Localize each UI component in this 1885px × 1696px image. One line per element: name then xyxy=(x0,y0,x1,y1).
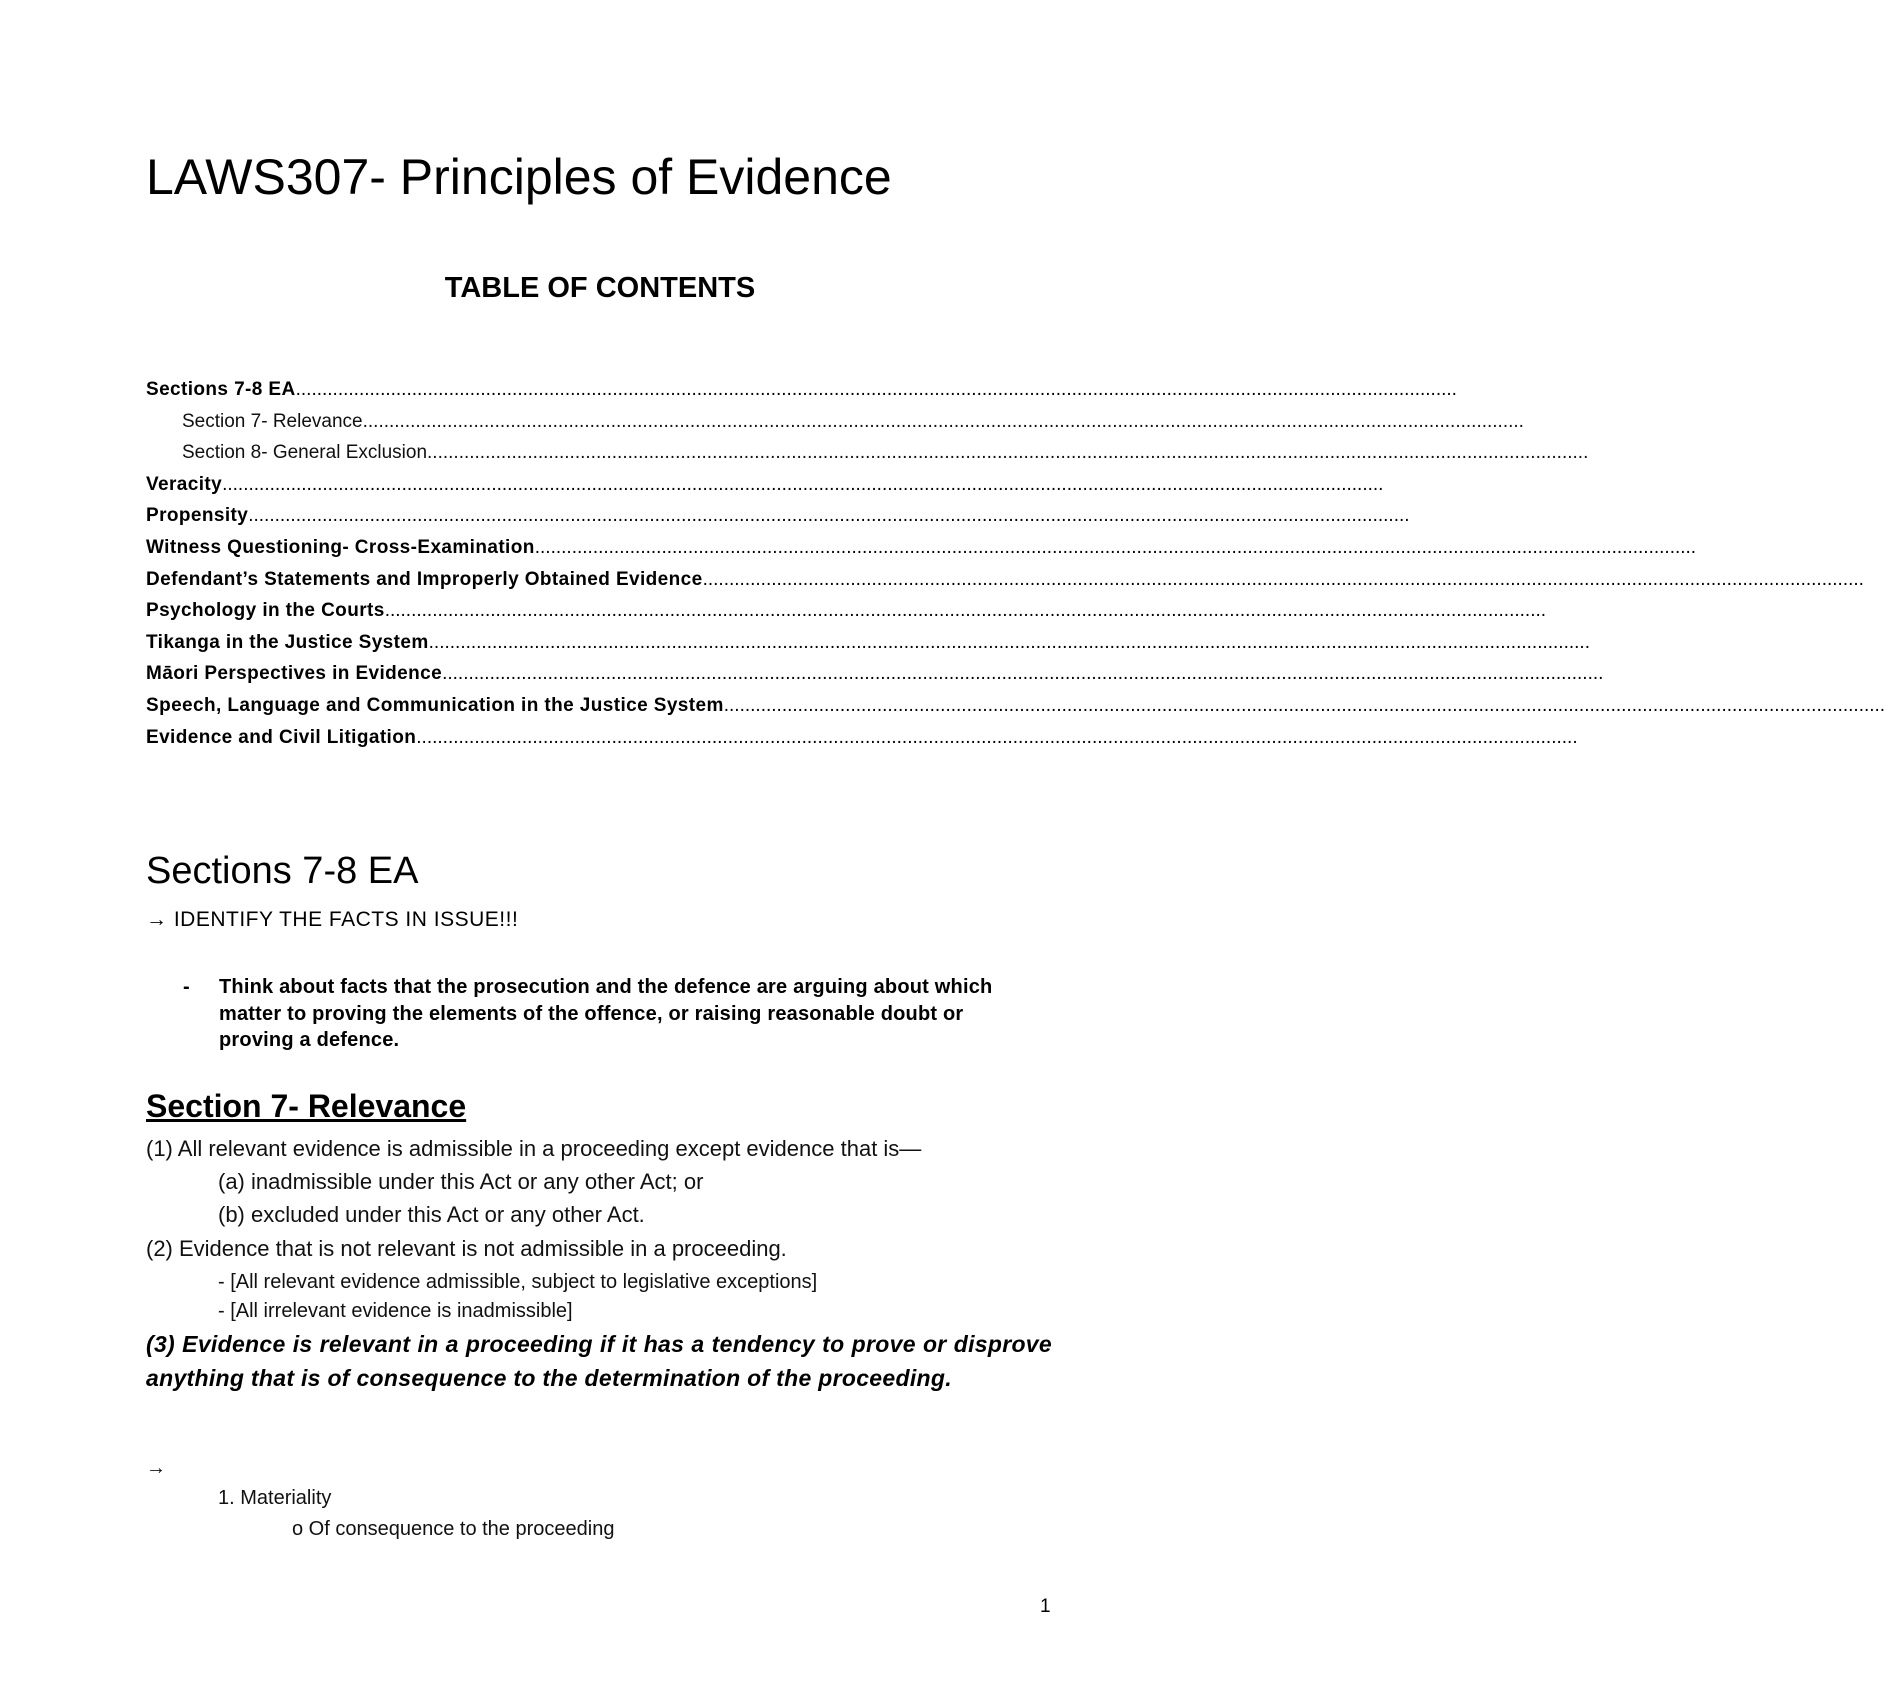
toc-entry[interactable] xyxy=(146,564,1864,596)
toc-entry-label: Psychology in the Courts xyxy=(146,600,385,622)
bullet-text: Think about facts that the prosecution and the defence are arguing about which matter to proving the elements of the offence, or raising reasonable doubt or proving a defence. xyxy=(219,976,993,1051)
toc-leader-dots: ............................................................................................................................................................................................................................ xyxy=(362,410,1524,432)
bullet-point xyxy=(183,974,1013,1054)
toc-leader-dots: ............................................................................................................................................................................................................................ xyxy=(534,536,1697,558)
toc-leader-dots: ............................................................................................................................................................................................................................ xyxy=(222,473,1384,495)
toc-entry-label: Evidence and Civil Litigation xyxy=(146,726,417,748)
list-item-materiality: 1. Materiality xyxy=(218,1487,332,1509)
toc-leader-dots: ............................................................................................................................................................................................................................ xyxy=(428,631,1590,653)
list-subitem: o Of consequence to the proceeding xyxy=(292,1518,615,1540)
clause-1a: (a) inadmissible under this Act or any other Act; or xyxy=(218,1169,704,1194)
toc-leader-dots: ............................................................................................................................................................................................................................ xyxy=(702,568,1864,590)
toc-entry-label: Defendant’s Statements and Improperly Obtained Evidence xyxy=(146,568,703,590)
document-title: LAWS307- Principles of Evidence xyxy=(146,149,892,205)
toc-entry[interactable] xyxy=(146,374,1457,406)
toc-leader-dots: ............................................................................................................................................................................................................................ xyxy=(442,663,1604,685)
toc-entry[interactable] xyxy=(146,532,1697,564)
toc-entry[interactable] xyxy=(146,690,1885,722)
table-of-contents xyxy=(146,374,1885,753)
clause-1: (1) All relevant evidence is admissible in a proceeding except evidence that is— xyxy=(146,1136,922,1161)
bullet-dash: - xyxy=(183,976,190,998)
toc-entry-label: Propensity xyxy=(146,505,249,527)
toc-entry-label: Sections 7-8 EA xyxy=(146,379,296,400)
identify-facts-line: → IDENTIFY THE FACTS IN ISSUE!!! xyxy=(146,908,519,931)
toc-entry[interactable] xyxy=(146,406,1524,438)
toc-leader-dots: ............................................................................................................................................................................................................................ xyxy=(248,505,1410,527)
toc-entry[interactable] xyxy=(146,437,1589,469)
toc-entry-label: Section 8- General Exclusion xyxy=(182,442,428,464)
toc-entry-label: Section 7- Relevance xyxy=(182,410,363,432)
clause-2: (2) Evidence that is not relevant is not admissible in a proceeding. xyxy=(146,1236,787,1261)
toc-leader-dots: ............................................................................................................................................................................................................................ xyxy=(723,694,1885,716)
clause-1b: (b) excluded under this Act or any other Act. xyxy=(218,1202,645,1227)
page-number: 1 xyxy=(1040,1596,1051,1617)
toc-entry[interactable] xyxy=(146,595,1547,627)
toc-entry-label: Māori Perspectives in Evidence xyxy=(146,663,443,685)
note-line: - [All relevant evidence admissible, subject to legislative exceptions] xyxy=(218,1271,818,1293)
toc-entry-label: Witness Questioning- Cross-Examination xyxy=(146,536,535,558)
section-heading: Sections 7-8 EA xyxy=(146,850,419,892)
clause-3-emphasis: (3) Evidence is relevant in a proceeding if it has a tendency to prove or disprove anything that is of consequence to the determination of the proceeding. xyxy=(146,1331,1052,1391)
toc-entry-label: Speech, Language and Communication in the Justice System xyxy=(146,694,724,716)
toc-entry[interactable] xyxy=(146,658,1604,690)
toc-leader-dots: ............................................................................................................................................................................................................................ xyxy=(416,726,1578,748)
note-line: - [All irrelevant evidence is inadmissible] xyxy=(218,1300,573,1322)
toc-leader-dots: ............................................................................................................................................................................................................................ xyxy=(427,442,1589,464)
toc-entry[interactable] xyxy=(146,722,1578,754)
toc-heading: TABLE OF CONTENTS xyxy=(444,272,756,304)
toc-entry[interactable] xyxy=(146,500,1410,532)
toc-entry-label: Veracity xyxy=(146,473,223,495)
subheading-section-7: Section 7- Relevance xyxy=(146,1088,467,1124)
toc-leader-dots: ............................................................................................................................................................................................................................ xyxy=(295,379,1457,400)
toc-entry[interactable] xyxy=(146,469,1384,501)
toc-entry-label: Tikanga in the Justice System xyxy=(146,631,429,653)
toc-entry[interactable] xyxy=(146,627,1590,659)
toc-leader-dots: ............................................................................................................................................................................................................................ xyxy=(384,600,1547,622)
arrow-marker: → xyxy=(146,1457,166,1479)
